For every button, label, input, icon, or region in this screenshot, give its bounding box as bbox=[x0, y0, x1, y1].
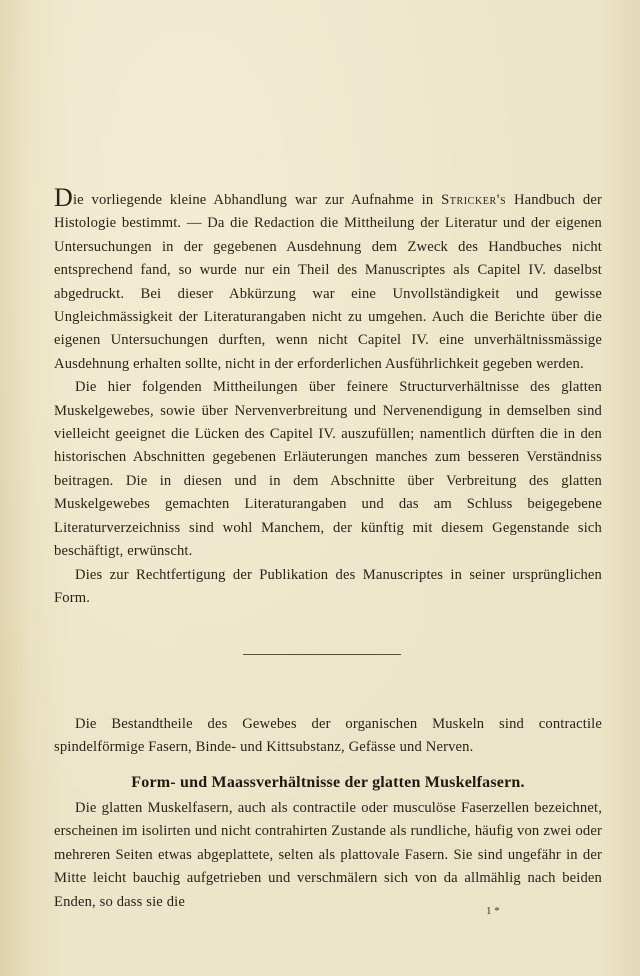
preface-paragraph-1-rest: Handbuch der Histologie bestimmt. — Da die Redaction die Mittheilung der Literatur und der eigenen Untersuchungen in der gegebenen Ausdehnung dem Zweck des Handbuches nicht entsprechend fand, so wurde nur ein Theil des Manuscriptes als Capitel IV. daselbst abgedruckt. Bei dieser Abkürzung war eine Unvollständigkeit und gewisse Ungleichmässigkeit der Literaturangaben nicht zu umgehen. Auch die Berichte über die eigenen Untersuchungen durften, wenn nicht Capitel IV. eine unverhältnissmässige Ausdehnung erhalten sollte, nicht in der erforderlichen Ausführlichkeit gegeben werden. bbox=[54, 192, 602, 372]
signature-mark: 1 * bbox=[486, 905, 500, 917]
intro-section bbox=[54, 713, 602, 760]
author-name-stricker: Stricker's bbox=[441, 192, 507, 208]
preface-section bbox=[54, 185, 602, 610]
preface-paragraph-1 bbox=[54, 185, 602, 376]
section-paragraph: Die glatten Muskelfasern, auch als contractile oder musculöse Faserzellen bezeichnet, erscheinen im isolirten und nicht contrahirten Zustande als rundliche, häufig von zwei oder mehreren Seiten etwas abgeplattete, selten als plattovale Fasern. Sie sind ungefähr in der Mitte leicht bauchig aufgetrieben und verschmälern sich von da allmählig nach beiden Enden, so dass sie die bbox=[54, 800, 602, 910]
preface-paragraph-3: Dies zur Rechtfertigung der Publikation des Manuscriptes in seiner ursprünglichen Form. bbox=[54, 566, 602, 606]
section-heading: Form- und Maassverhältnisse der glatten Muskelfasern. bbox=[131, 774, 525, 791]
intro-paragraph: Die Bestandtheile des Gewebes der organischen Muskeln sind contractile spindelförmige Fasern, Binde- und Kittsubstanz, Gefässe und Nerven. bbox=[54, 716, 602, 756]
section-body bbox=[54, 797, 602, 914]
section-divider-rule bbox=[243, 654, 401, 655]
preface-paragraph-2: Die hier folgenden Mittheilungen über feinere Structurverhältnisse des glatten Muskelgewebes, sowie über Nervenverbreitung und Nervenendigung in demselben sind vielleicht geeignet die Lücken des Capitel IV. auszufüllen; namentlich dürften die in den historischen Abschnitten gegebenen Erläuterungen manches zum besseren Verständniss beitragen. Die in diesen und in dem Abschnitte über Verbreitung des glatten Muskelgewebes gemachten Literaturangaben und das am Schluss beigegebene Literaturverzeichniss sind wohl Manchem, der künftig mit diesem Gegenstande sich beschäftigt, erwünscht. bbox=[54, 379, 602, 560]
preface-paragraph-1-start: ie vorliegende kleine Abhandlung war zur Aufnahme in bbox=[72, 192, 442, 208]
drop-cap: D bbox=[54, 183, 73, 212]
